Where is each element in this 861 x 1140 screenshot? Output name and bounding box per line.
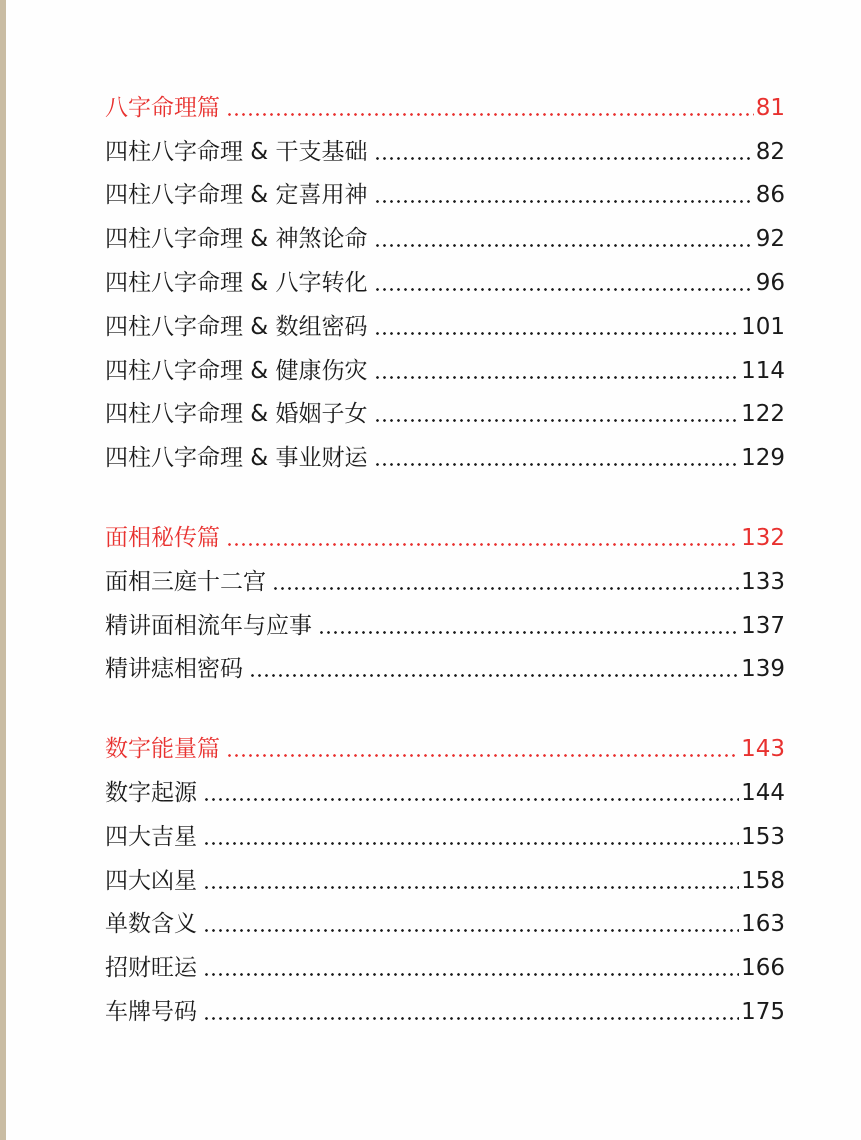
dot-leader — [226, 113, 754, 116]
entry-title: 四柱八字命理 & 数组密码 — [105, 313, 368, 340]
dot-leader — [226, 543, 739, 546]
toc-entry[interactable] — [105, 126, 785, 170]
toc-entry[interactable] — [105, 301, 785, 345]
dot-leader — [374, 157, 754, 160]
toc-section-heading[interactable] — [105, 512, 785, 556]
dot-leader — [203, 973, 739, 976]
entry-title: 精讲面相流年与应事 — [105, 612, 312, 639]
entry-title: 四大凶星 — [105, 867, 197, 894]
toc-entry[interactable] — [105, 942, 785, 986]
entry-page-number: 114 — [741, 357, 785, 384]
entry-page-number: 96 — [755, 269, 785, 296]
dot-leader — [374, 419, 740, 422]
entry-title: 四柱八字命理 & 健康伤灾 — [105, 357, 368, 384]
entry-title: 数字起源 — [105, 779, 197, 806]
entry-title: 四柱八字命理 & 婚姻子女 — [105, 401, 368, 428]
entry-title: 四柱八字命理 & 神煞论命 — [105, 226, 368, 253]
entry-title: 面相三庭十二宫 — [105, 568, 266, 595]
toc-entry[interactable] — [105, 345, 785, 389]
entry-page-number: 166 — [741, 955, 785, 982]
toc-entry[interactable] — [105, 811, 785, 855]
entry-page-number: 92 — [755, 226, 785, 253]
toc-section — [105, 512, 785, 687]
dot-leader — [203, 842, 739, 845]
entry-page-number: 122 — [741, 401, 785, 428]
section-heading-page-number: 143 — [741, 736, 785, 763]
section-heading-page-number: 132 — [741, 524, 785, 551]
section-heading-title: 八字命理篇 — [105, 94, 220, 121]
entry-page-number: 163 — [741, 911, 785, 938]
toc-section — [105, 82, 785, 476]
toc-entry[interactable] — [105, 170, 785, 214]
toc-entry[interactable] — [105, 855, 785, 899]
toc-entry[interactable] — [105, 767, 785, 811]
entry-page-number: 144 — [741, 779, 785, 806]
toc-entry[interactable] — [105, 389, 785, 433]
entry-page-number: 139 — [741, 656, 785, 683]
entry-page-number: 133 — [741, 568, 785, 595]
dot-leader — [203, 929, 739, 932]
entry-title: 车牌号码 — [105, 998, 197, 1025]
toc-section — [105, 723, 785, 1030]
entry-title: 四大吉星 — [105, 823, 197, 850]
section-heading-title: 面相秘传篇 — [105, 524, 220, 551]
toc-entry[interactable] — [105, 556, 785, 600]
dot-leader — [374, 332, 740, 335]
entry-page-number: 153 — [741, 823, 785, 850]
entry-page-number: 129 — [741, 445, 785, 472]
entry-title: 四柱八字命理 & 八字转化 — [105, 269, 368, 296]
dot-leader — [249, 674, 739, 677]
toc-entry[interactable] — [105, 899, 785, 943]
entry-page-number: 82 — [755, 138, 785, 165]
section-heading-page-number: 81 — [755, 94, 785, 121]
dot-leader — [272, 587, 739, 590]
dot-leader — [226, 754, 739, 757]
entry-page-number: 175 — [741, 998, 785, 1025]
dot-leader — [374, 200, 754, 203]
entry-title: 招财旺运 — [105, 955, 197, 982]
toc-entry[interactable] — [105, 213, 785, 257]
dot-leader — [203, 886, 739, 889]
dot-leader — [318, 631, 739, 634]
dot-leader — [374, 244, 754, 247]
dot-leader — [203, 1017, 739, 1020]
dot-leader — [374, 463, 740, 466]
dot-leader — [374, 288, 754, 291]
dot-leader — [203, 798, 739, 801]
entry-title: 四柱八字命理 & 定喜用神 — [105, 182, 368, 209]
entry-title: 精讲痣相密码 — [105, 656, 243, 683]
toc-entry[interactable] — [105, 600, 785, 644]
dot-leader — [374, 376, 740, 379]
toc-section-heading[interactable] — [105, 723, 785, 767]
toc-entry[interactable] — [105, 986, 785, 1030]
entry-title: 四柱八字命理 & 事业财运 — [105, 445, 368, 472]
entry-page-number: 137 — [741, 612, 785, 639]
section-heading-title: 数字能量篇 — [105, 736, 220, 763]
toc-page — [6, 0, 861, 1140]
toc-section-heading[interactable] — [105, 82, 785, 126]
entry-title: 四柱八字命理 & 干支基础 — [105, 138, 368, 165]
entry-title: 单数含义 — [105, 911, 197, 938]
table-of-contents — [105, 82, 785, 1066]
toc-entry[interactable] — [105, 644, 785, 688]
entry-page-number: 101 — [741, 313, 785, 340]
toc-entry[interactable] — [105, 432, 785, 476]
entry-page-number: 86 — [755, 182, 785, 209]
entry-page-number: 158 — [741, 867, 785, 894]
toc-entry[interactable] — [105, 257, 785, 301]
